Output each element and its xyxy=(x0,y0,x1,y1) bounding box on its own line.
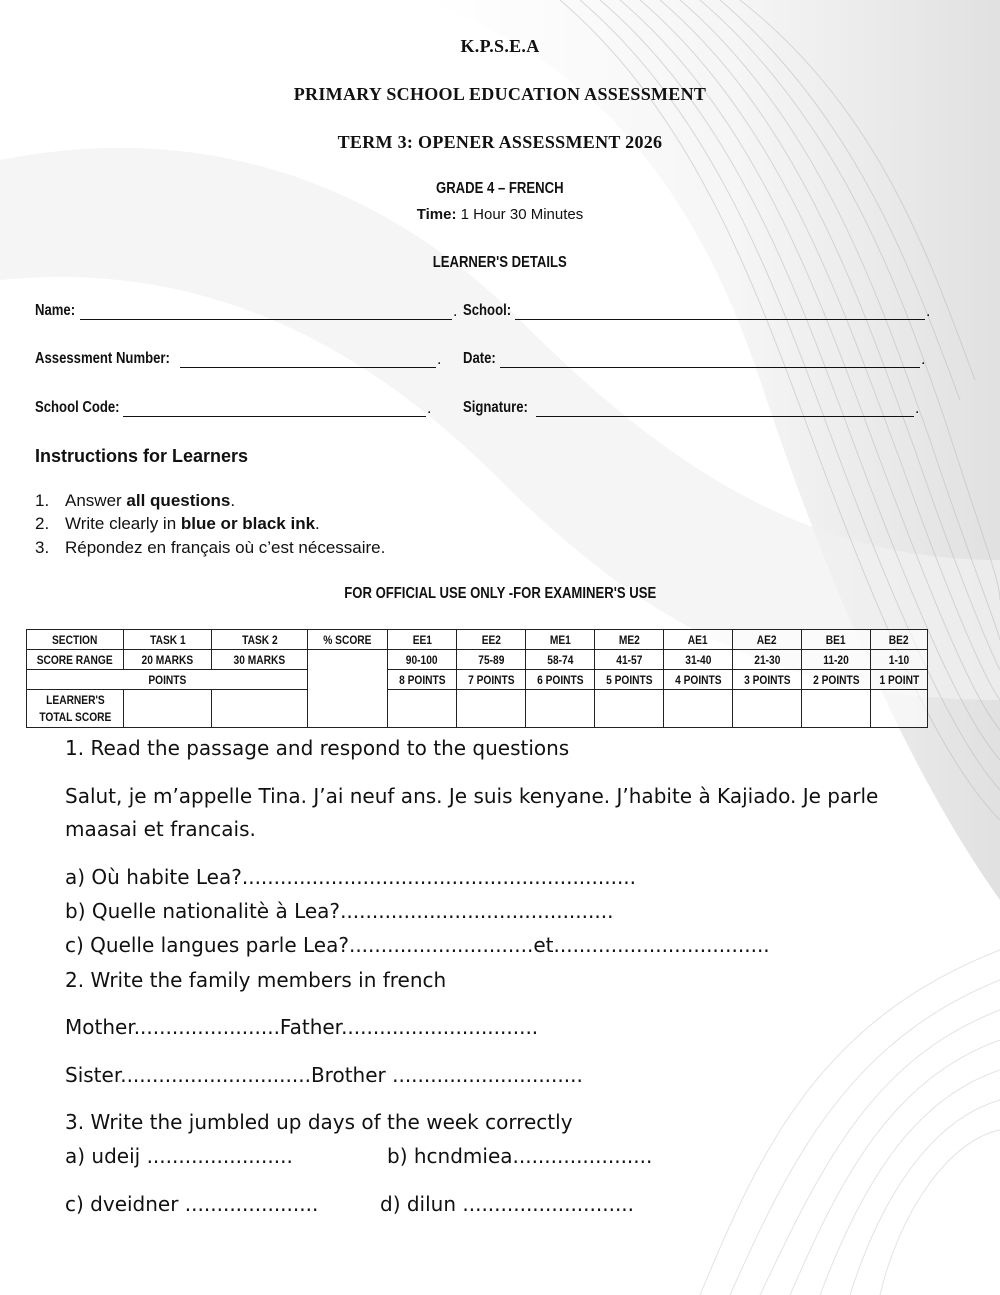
task2-header: TASK 2 xyxy=(212,630,308,650)
answer-3c-blank[interactable]: ..................... xyxy=(178,1192,319,1216)
level-score-cell[interactable] xyxy=(457,690,526,728)
question-2-title: 2. Write the family members in french xyxy=(65,968,447,992)
sister-blank[interactable]: .............................. xyxy=(120,1063,311,1087)
official-use-label: FOR OFFICIAL USE ONLY -FOR EXAMINER'S USE xyxy=(344,585,656,602)
task2-marks: 30 MARKS xyxy=(212,650,308,670)
answer-1b-blank[interactable]: ........................................... xyxy=(340,899,614,923)
table-row xyxy=(27,650,928,670)
mother-blank[interactable]: ...................... xyxy=(133,1015,274,1039)
signature-field[interactable] xyxy=(463,399,542,417)
assessment-number-field[interactable] xyxy=(35,350,200,368)
father-blank[interactable]: ............................... xyxy=(341,1015,539,1039)
date-period: . xyxy=(921,351,926,368)
official-use-heading xyxy=(0,585,1000,603)
signature-label: Signature: xyxy=(463,399,528,416)
level-score-cell[interactable] xyxy=(595,690,664,728)
learner-details-label: LEARNER'S DETAILS xyxy=(432,254,568,271)
grade-label: GRADE 4 – FRENCH xyxy=(436,180,564,197)
question-3-row-2b xyxy=(380,1192,634,1216)
points-cell: 4 POINTS xyxy=(664,670,733,690)
time-value: 1 Hour 30 Minutes xyxy=(460,206,584,223)
table-row xyxy=(27,630,928,650)
learner-total-label: LEARNER'S TOTAL SCORE xyxy=(27,690,124,728)
level-score-cell[interactable] xyxy=(664,690,733,728)
sister-label: Sister xyxy=(65,1063,121,1087)
range-cell: 58-74 xyxy=(526,650,595,670)
level-score-cell[interactable] xyxy=(802,690,871,728)
school-code-line[interactable] xyxy=(123,416,426,417)
answer-1c-blank-2[interactable]: .................................. xyxy=(553,933,770,957)
level-cell: EE2 xyxy=(457,630,526,650)
range-cell: 90-100 xyxy=(388,650,457,670)
points-cell: 2 POINTS xyxy=(802,670,871,690)
question-1a xyxy=(65,865,636,889)
school-line[interactable] xyxy=(515,319,925,320)
question-1c-text: c) Quelle langues parle Lea? xyxy=(65,933,349,957)
passage-line: maasai et francais. xyxy=(65,817,256,841)
assessment-number-label: Assessment Number: xyxy=(35,350,170,367)
section-header: SECTION xyxy=(27,630,124,650)
points-label: POINTS xyxy=(27,670,308,690)
school-code-field[interactable] xyxy=(35,399,138,417)
range-cell: 21-30 xyxy=(733,650,802,670)
exam-term: TERM 3: OPENER ASSESSMENT 2026 xyxy=(337,132,663,152)
level-cell: EE1 xyxy=(388,630,457,650)
signature-period: . xyxy=(915,400,920,417)
exam-org: K.P.S.E.A xyxy=(460,36,540,56)
level-cell: AE1 xyxy=(664,630,733,650)
range-cell: 41-57 xyxy=(595,650,664,670)
school-code-label: School Code: xyxy=(35,399,120,416)
name-field[interactable] xyxy=(35,302,84,320)
question-1c-connector: et xyxy=(533,933,554,957)
answer-1a-blank[interactable]: .............................................................. xyxy=(241,865,637,889)
learner-details-heading xyxy=(0,254,1000,272)
brother-blank[interactable]: .............................. xyxy=(385,1063,583,1087)
points-cell: 8 POINTS xyxy=(388,670,457,690)
answer-1c-blank-1[interactable]: ............................. xyxy=(348,933,534,957)
range-cell: 75-89 xyxy=(457,650,526,670)
level-score-cell[interactable] xyxy=(733,690,802,728)
level-score-cell[interactable] xyxy=(526,690,595,728)
school-label: School: xyxy=(463,302,512,319)
points-cell: 3 POINTS xyxy=(733,670,802,690)
score-range-label: SCORE RANGE xyxy=(27,650,124,670)
points-cell: 5 POINTS xyxy=(595,670,664,690)
level-cell: ME2 xyxy=(595,630,664,650)
grade-subject xyxy=(0,180,1000,198)
level-cell: BE2 xyxy=(871,630,928,650)
level-score-cell[interactable] xyxy=(388,690,457,728)
instruction-item: 1. Answer all questions. xyxy=(35,491,236,510)
question-3-row-1 xyxy=(65,1144,293,1168)
question-2-row-1 xyxy=(65,1015,538,1039)
points-cell: 7 POINTS xyxy=(457,670,526,690)
time-label: Time: xyxy=(416,206,457,223)
range-cell: 11-20 xyxy=(802,650,871,670)
level-cell: ME1 xyxy=(526,630,595,650)
name-period: . xyxy=(453,303,458,320)
task2-score-cell[interactable] xyxy=(212,690,308,728)
level-cell: AE2 xyxy=(733,630,802,650)
answer-3a-blank[interactable]: ....................... xyxy=(140,1144,293,1168)
range-cell: 31-40 xyxy=(664,650,733,670)
table-row xyxy=(27,690,928,728)
question-3a-text: a) udeij xyxy=(65,1144,141,1168)
date-line[interactable] xyxy=(500,367,920,368)
pct-score-header: % SCORE xyxy=(308,630,388,650)
exam-title: PRIMARY SCHOOL EDUCATION ASSESSMENT xyxy=(293,84,707,104)
father-label: .Father xyxy=(273,1015,342,1039)
points-cell: 1 POINT xyxy=(871,670,928,690)
question-1b xyxy=(65,899,613,923)
name-label: Name: xyxy=(35,302,76,319)
task1-score-cell[interactable] xyxy=(124,690,212,728)
signature-line[interactable] xyxy=(536,416,914,417)
passage-line: Salut, je m’appelle Tina. J’ai neuf ans. Je suis kenyane. J’habite à Kajiado. Je parle xyxy=(65,784,879,808)
question-1c xyxy=(65,933,770,957)
date-label: Date: xyxy=(463,350,496,367)
instruction-item: 3. Répondez en français où c’est nécessaire. xyxy=(35,538,386,557)
examiner-score-table xyxy=(26,629,928,728)
question-3-row-1b xyxy=(387,1144,652,1168)
school-code-period: . xyxy=(427,400,432,417)
date-field[interactable] xyxy=(463,350,503,368)
question-1-title: 1. Read the passage and respond to the questions xyxy=(65,736,570,760)
school-period: . xyxy=(926,303,931,320)
question-3b-text: b) hcndmiea xyxy=(387,1144,513,1168)
question-3-row-2 xyxy=(65,1192,318,1216)
answer-3b-blank[interactable]: ...................... xyxy=(512,1144,653,1168)
question-3c-text: c) dveidner xyxy=(65,1192,179,1216)
level-score-cell[interactable] xyxy=(871,690,928,728)
brother-label: Brother xyxy=(310,1063,386,1087)
instruction-item: 2. Write clearly in blue or black ink. xyxy=(35,514,320,533)
time-line xyxy=(0,206,1000,223)
question-2-row-2 xyxy=(65,1063,583,1087)
name-line[interactable] xyxy=(80,319,452,320)
pct-score-cell[interactable] xyxy=(308,650,388,728)
question-1b-text: b) Quelle nationalitè à Lea? xyxy=(65,899,341,923)
level-cell: BE1 xyxy=(802,630,871,650)
assessment-number-period: . xyxy=(437,351,442,368)
mother-label: Mother xyxy=(65,1015,134,1039)
school-field[interactable] xyxy=(463,302,522,320)
task1-marks: 20 MARKS xyxy=(124,650,212,670)
question-3-title: 3. Write the jumbled up days of the week correctly xyxy=(65,1110,573,1134)
table-row xyxy=(27,670,928,690)
points-cell: 6 POINTS xyxy=(526,670,595,690)
assessment-number-line[interactable] xyxy=(180,367,436,368)
range-cell: 1-10 xyxy=(871,650,928,670)
instructions-title: Instructions for Learners xyxy=(35,446,249,466)
task1-header: TASK 1 xyxy=(124,630,212,650)
answer-3d-blank[interactable]: ........................... xyxy=(456,1192,635,1216)
question-3d-text: d) dilun xyxy=(380,1192,457,1216)
question-1a-text: a) Où habite Lea? xyxy=(65,865,242,889)
